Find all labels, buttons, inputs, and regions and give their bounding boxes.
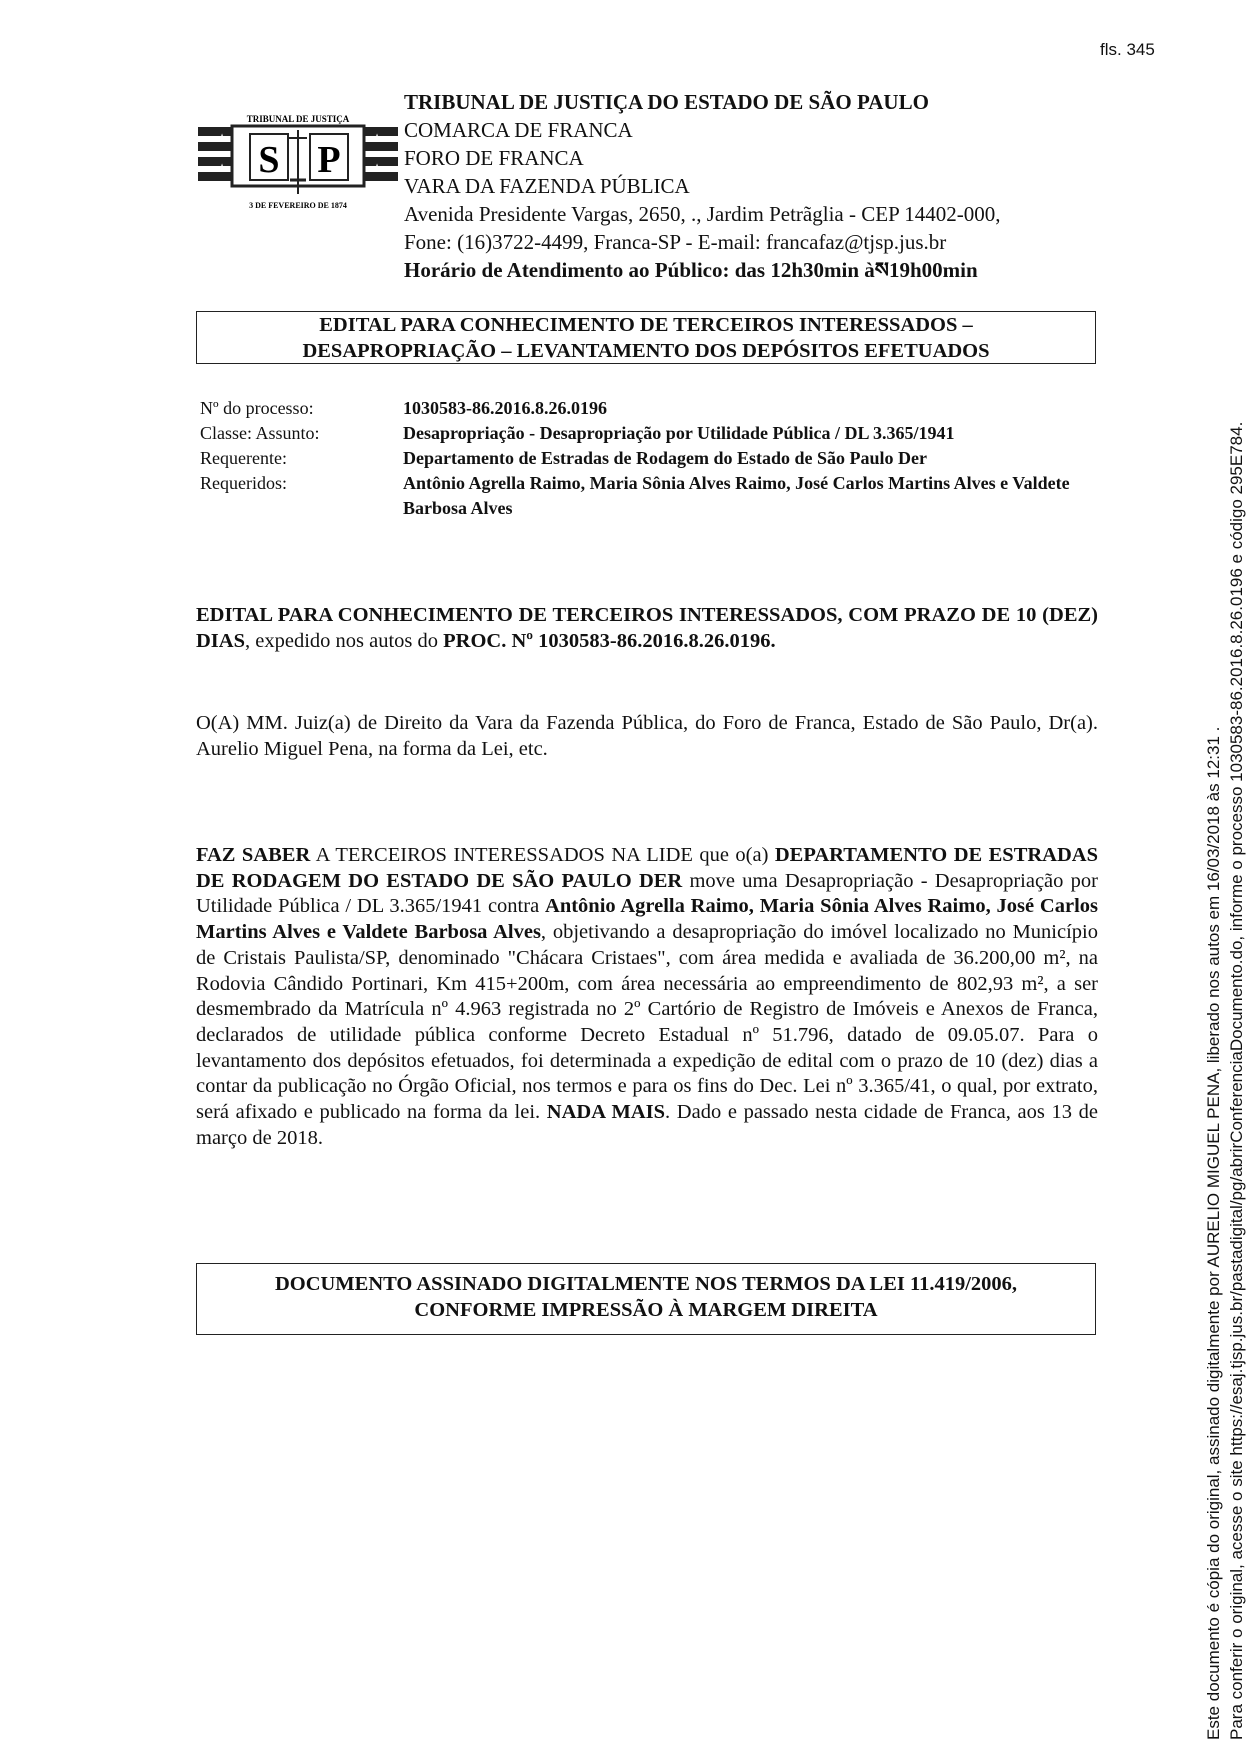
margin-line2: Para conferir o original, acesse o site https://esaj.tjsp.jus.br/pastadigital/pg/abrirConferenciaDocumento.do, informe o processo 1030583-86.2016.8.26.0196 e código 295E784. (1227, 421, 1246, 1740)
faz-saber: FAZ SABER (196, 844, 311, 866)
court-logo (198, 110, 398, 220)
court-name: TRIBUNAL DE JUSTIÇA DO ESTADO DE SÃO PAULO (404, 90, 929, 114)
svg-text:★: ★ (373, 162, 382, 172)
process-info (200, 396, 1100, 521)
intro-bold: EDITAL PARA CONHECIMENTO DE TERCEIROS INTERESSADOS, COM PRAZO DE 10 (DEZ) DIAS (196, 604, 1098, 652)
main-paragraph (196, 843, 1098, 1151)
process-value: Desapropriação - Desapropriação por Utilidade Pública / DL 3.365/1941 (403, 423, 955, 443)
svg-text:★: ★ (218, 132, 227, 142)
contact: Fone: (16)3722-4499, Franca-SP - E-mail: francafaz@tjsp.jus.br (404, 230, 947, 254)
signature-line1: DOCUMENTO ASSINADO DIGITALMENTE NOS TERMOS DA LEI 11.419/2006, (274, 1273, 1018, 1295)
process-row (200, 446, 1100, 471)
logo-bottom-text: 3 DE FEVEREIRO DE 1874 (249, 201, 347, 210)
edital-intro-paragraph (196, 603, 1098, 654)
digital-signature-margin (1202, 250, 1248, 1740)
edital-title-line1: EDITAL PARA CONHECIMENTO DE TERCEIROS INTERESSADOS – (319, 314, 973, 336)
intro-normal: , expedido nos autos do (245, 629, 444, 652)
page-number: fls. 345 (1100, 40, 1155, 59)
nada-mais: NADA MAIS (546, 1101, 666, 1124)
logo-letter-s: S (258, 139, 280, 181)
process-row (200, 396, 1100, 421)
process-label: Requeridos: (200, 473, 287, 493)
comarca: COMARCA DE FRANCA (404, 118, 633, 142)
process-row (200, 471, 1100, 521)
signature-box (196, 1263, 1096, 1335)
requeridos-bold: Antônio Agrella Raimo, Maria Sônia Alves Raimo, José Carlos Martins Alves e Valdete Barbosa Alves (196, 895, 1099, 944)
intro-process-number: PROC. Nº 1030583-86.2016.8.26.0196. (443, 629, 776, 652)
text-segment: A TERCEIROS INTERESSADOS NA LIDE que o(a) (310, 844, 775, 866)
edital-title-box (196, 311, 1096, 364)
process-value: Antônio Agrella Raimo, Maria Sônia Alves Raimo, José Carlos Martins Alves e Valdete Barbosa Alves (403, 473, 1070, 518)
process-row (200, 421, 1100, 446)
process-value: 1030583-86.2016.8.26.0196 (403, 398, 607, 418)
text-segment: , objetivando a desapropriação do imóvel localizado no Município de Cristais Paulista/SP, denominado "Chácara Cristaes", com área medida e avaliada de 36.200,00 m², na Rodovia Cândido Portinari, Km 415+200m, com área necessária ao empreendimento de 802,93 m², a ser desmembrado da Matrícula nº 4.963 registrada no 2º Cartório de Registro de Imóveis e Anexos de Franca, declarados de utilidade pública conforme Decreto Estadual nº 51.796, datado de 09.05.07. Para o levantamento dos depósitos efetuados, foi determinada a expedição de edital com o prazo de 10 (dez) dias a contar da publicação no Órgão Oficial, nos termos e para os fins do Dec. Lei nº 3.365/41, o qual, por extrato, será afixado e publicado na forma da lei. (196, 921, 1098, 1124)
process-label: Classe: Assunto: (200, 423, 320, 443)
vara: VARA DA FAZENDA PÚBLICA (404, 174, 690, 198)
logo-top-text: TRIBUNAL DE JUSTIÇA (246, 114, 350, 124)
process-value: Departamento de Estradas de Rodagem do Estado de São Paulo Der (403, 448, 927, 468)
edital-title-line2: DESAPROPRIAÇÃO – LEVANTAMENTO DOS DEPÓSITOS EFETUADOS (302, 340, 990, 362)
office-hours: Horário de Atendimento ao Público: das 12h30min àས19h00min (404, 258, 978, 282)
svg-text:★: ★ (373, 132, 382, 142)
text-segment: move uma Desapropriação - Desapropriação por Utilidade Pública / DL 3.365/1941 contra (196, 869, 1098, 918)
header (404, 88, 1104, 284)
margin-line1: Este documento é cópia do original, assinado digitalmente por AURELIO MIGUEL PENA, liberado nos autos em 16/03/2018 às 12:31 . (1204, 726, 1223, 1740)
process-label: Requerente: (200, 448, 287, 468)
address: Avenida Presidente Vargas, 2650, ., Jardim Petrãglia - CEP 14402-000, (404, 202, 1001, 226)
signature-line2: CONFORME IMPRESSÃO À MARGEM DIREITA (414, 1299, 878, 1321)
process-label: Nº do processo: (200, 398, 314, 418)
requerente-bold: DEPARTAMENTO DE ESTRADAS DE RODAGEM DO ESTADO DE SÃO PAULO DER (196, 844, 1098, 892)
svg-text:★: ★ (218, 162, 227, 172)
text-segment: . Dado e passado nesta cidade de Franca, aos 13 de março de 2018. (196, 1101, 1098, 1149)
foro: FORO DE FRANCA (404, 146, 584, 170)
judge-paragraph: O(A) MM. Juiz(a) de Direito da Vara da Fazenda Pública, do Foro de Franca, Estado de São Paulo, Dr(a). Aurelio Miguel Pena, na forma da Lei, etc. (196, 712, 1098, 760)
logo-letter-p: P (317, 139, 341, 181)
